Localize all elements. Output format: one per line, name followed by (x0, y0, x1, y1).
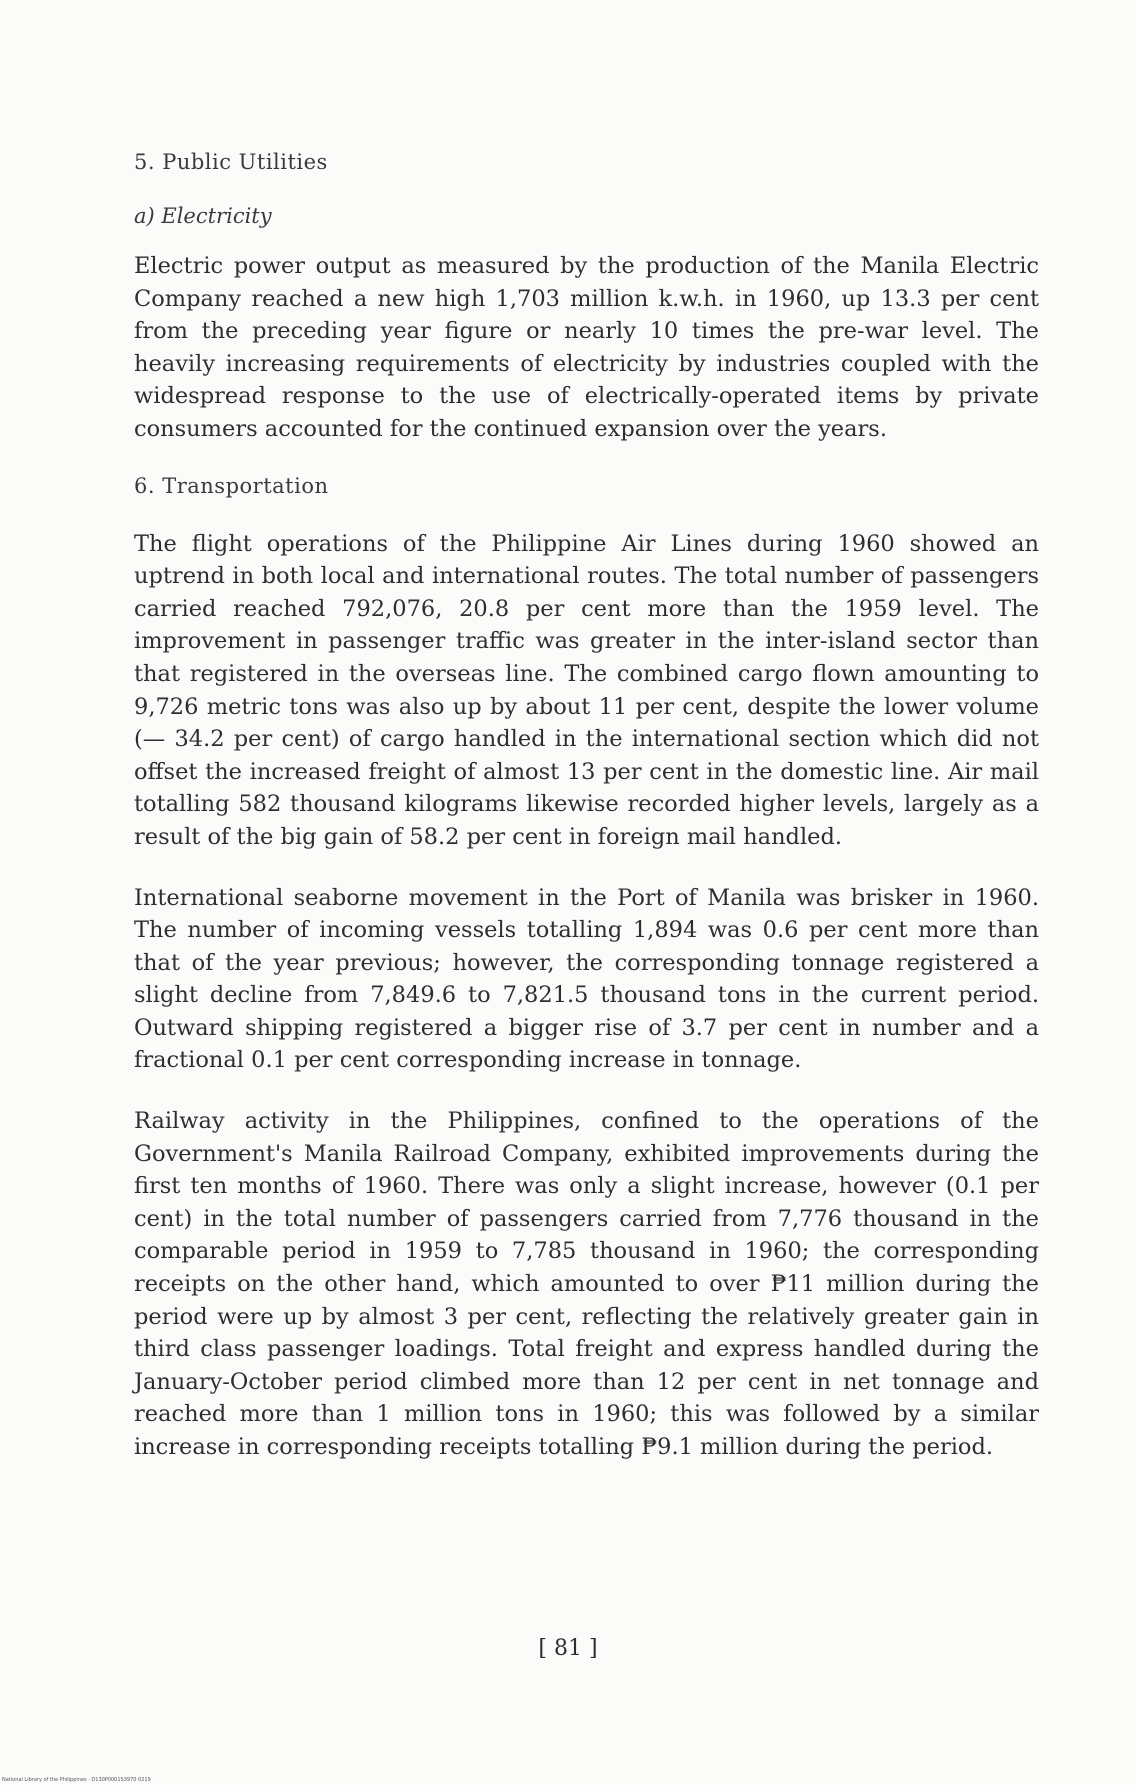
paragraph-seaborne: International seaborne movement in the Port of Manila was brisker in 1960. The number of incoming vessels totalling 1,894 was 0.6 per cent more than that of the year previous; however, the corresponding tonnage registered a slight decline from 7,849.6 to 7,821.5 thousand tons in the current period. Outward shipping registered a bigger rise of 3.7 per cent in number and a fractional 0.1 per cent corresponding increase in tonnage. (134, 884, 1039, 1074)
page-number: [ 81 ] (538, 1636, 598, 1661)
section-heading-public-utilities: 5. Public Utilities (134, 150, 328, 174)
archive-footer-stamp: National Library of the Philippines · D130P0001S3970 0219 (2, 1777, 151, 1783)
page-content (134, 150, 1039, 1492)
paragraph-railway: Railway activity in the Philippines, confined to the operations of the Government's Manila Railroad Company, exhibited improvements during the first ten months of 1960. There was only a slight increase, however (0.1 per cent) in the total number of passengers carried from 7,776 thousand in the comparable period in 1959 to 7,785 thousand in 1960; the corresponding receipts on the other hand, which amounted to over ₱11 million during the period were up by almost 3 per cent, reflecting the relatively greater gain in third class passenger loadings. Total freight and express handled during the January-October period climbed more than 12 per cent in net tonnage and reached more than 1 million tons in 1960; this was followed by a similar increase in corresponding receipts totalling ₱9.1 million during the period. (134, 1108, 1039, 1460)
section-heading-transportation: 6. Transportation (134, 473, 329, 498)
paragraph-electricity: Electric power output as measured by the production of the Manila Electric Company reached a new high 1,703 million k.w.h. in 1960, up 13.3 per cent from the preceding year figure or nearly 10 times the pre-war level. The heavily increasing requirements of electricity by industries coupled with the widespread response to the use of electrically-operated items by private consumers accounted for the continued expansion over the years. (134, 253, 1039, 442)
subsection-heading-electricity: a) Electricity (134, 204, 272, 228)
paragraph-air-lines: The flight operations of the Philippine Air Lines during 1960 showed an uptrend in both local and international routes. The total number of passengers carried reached 792,076, 20.8 per cent more than the 1959 level. The improvement in passenger traffic was greater in the inter-island sector than that registered in the overseas line. The combined cargo flown amounting to 9,726 metric tons was also up by about 11 per cent, despite the lower volume (— 34.2 per cent) of cargo handled in the international section which did not offset the increased freight of almost 13 per cent in the domestic line. Air mail totalling 582 thousand kilograms likewise recorded higher levels, largely as a result of the big gain of 58.2 per cent in foreign mail handled. (134, 530, 1039, 850)
